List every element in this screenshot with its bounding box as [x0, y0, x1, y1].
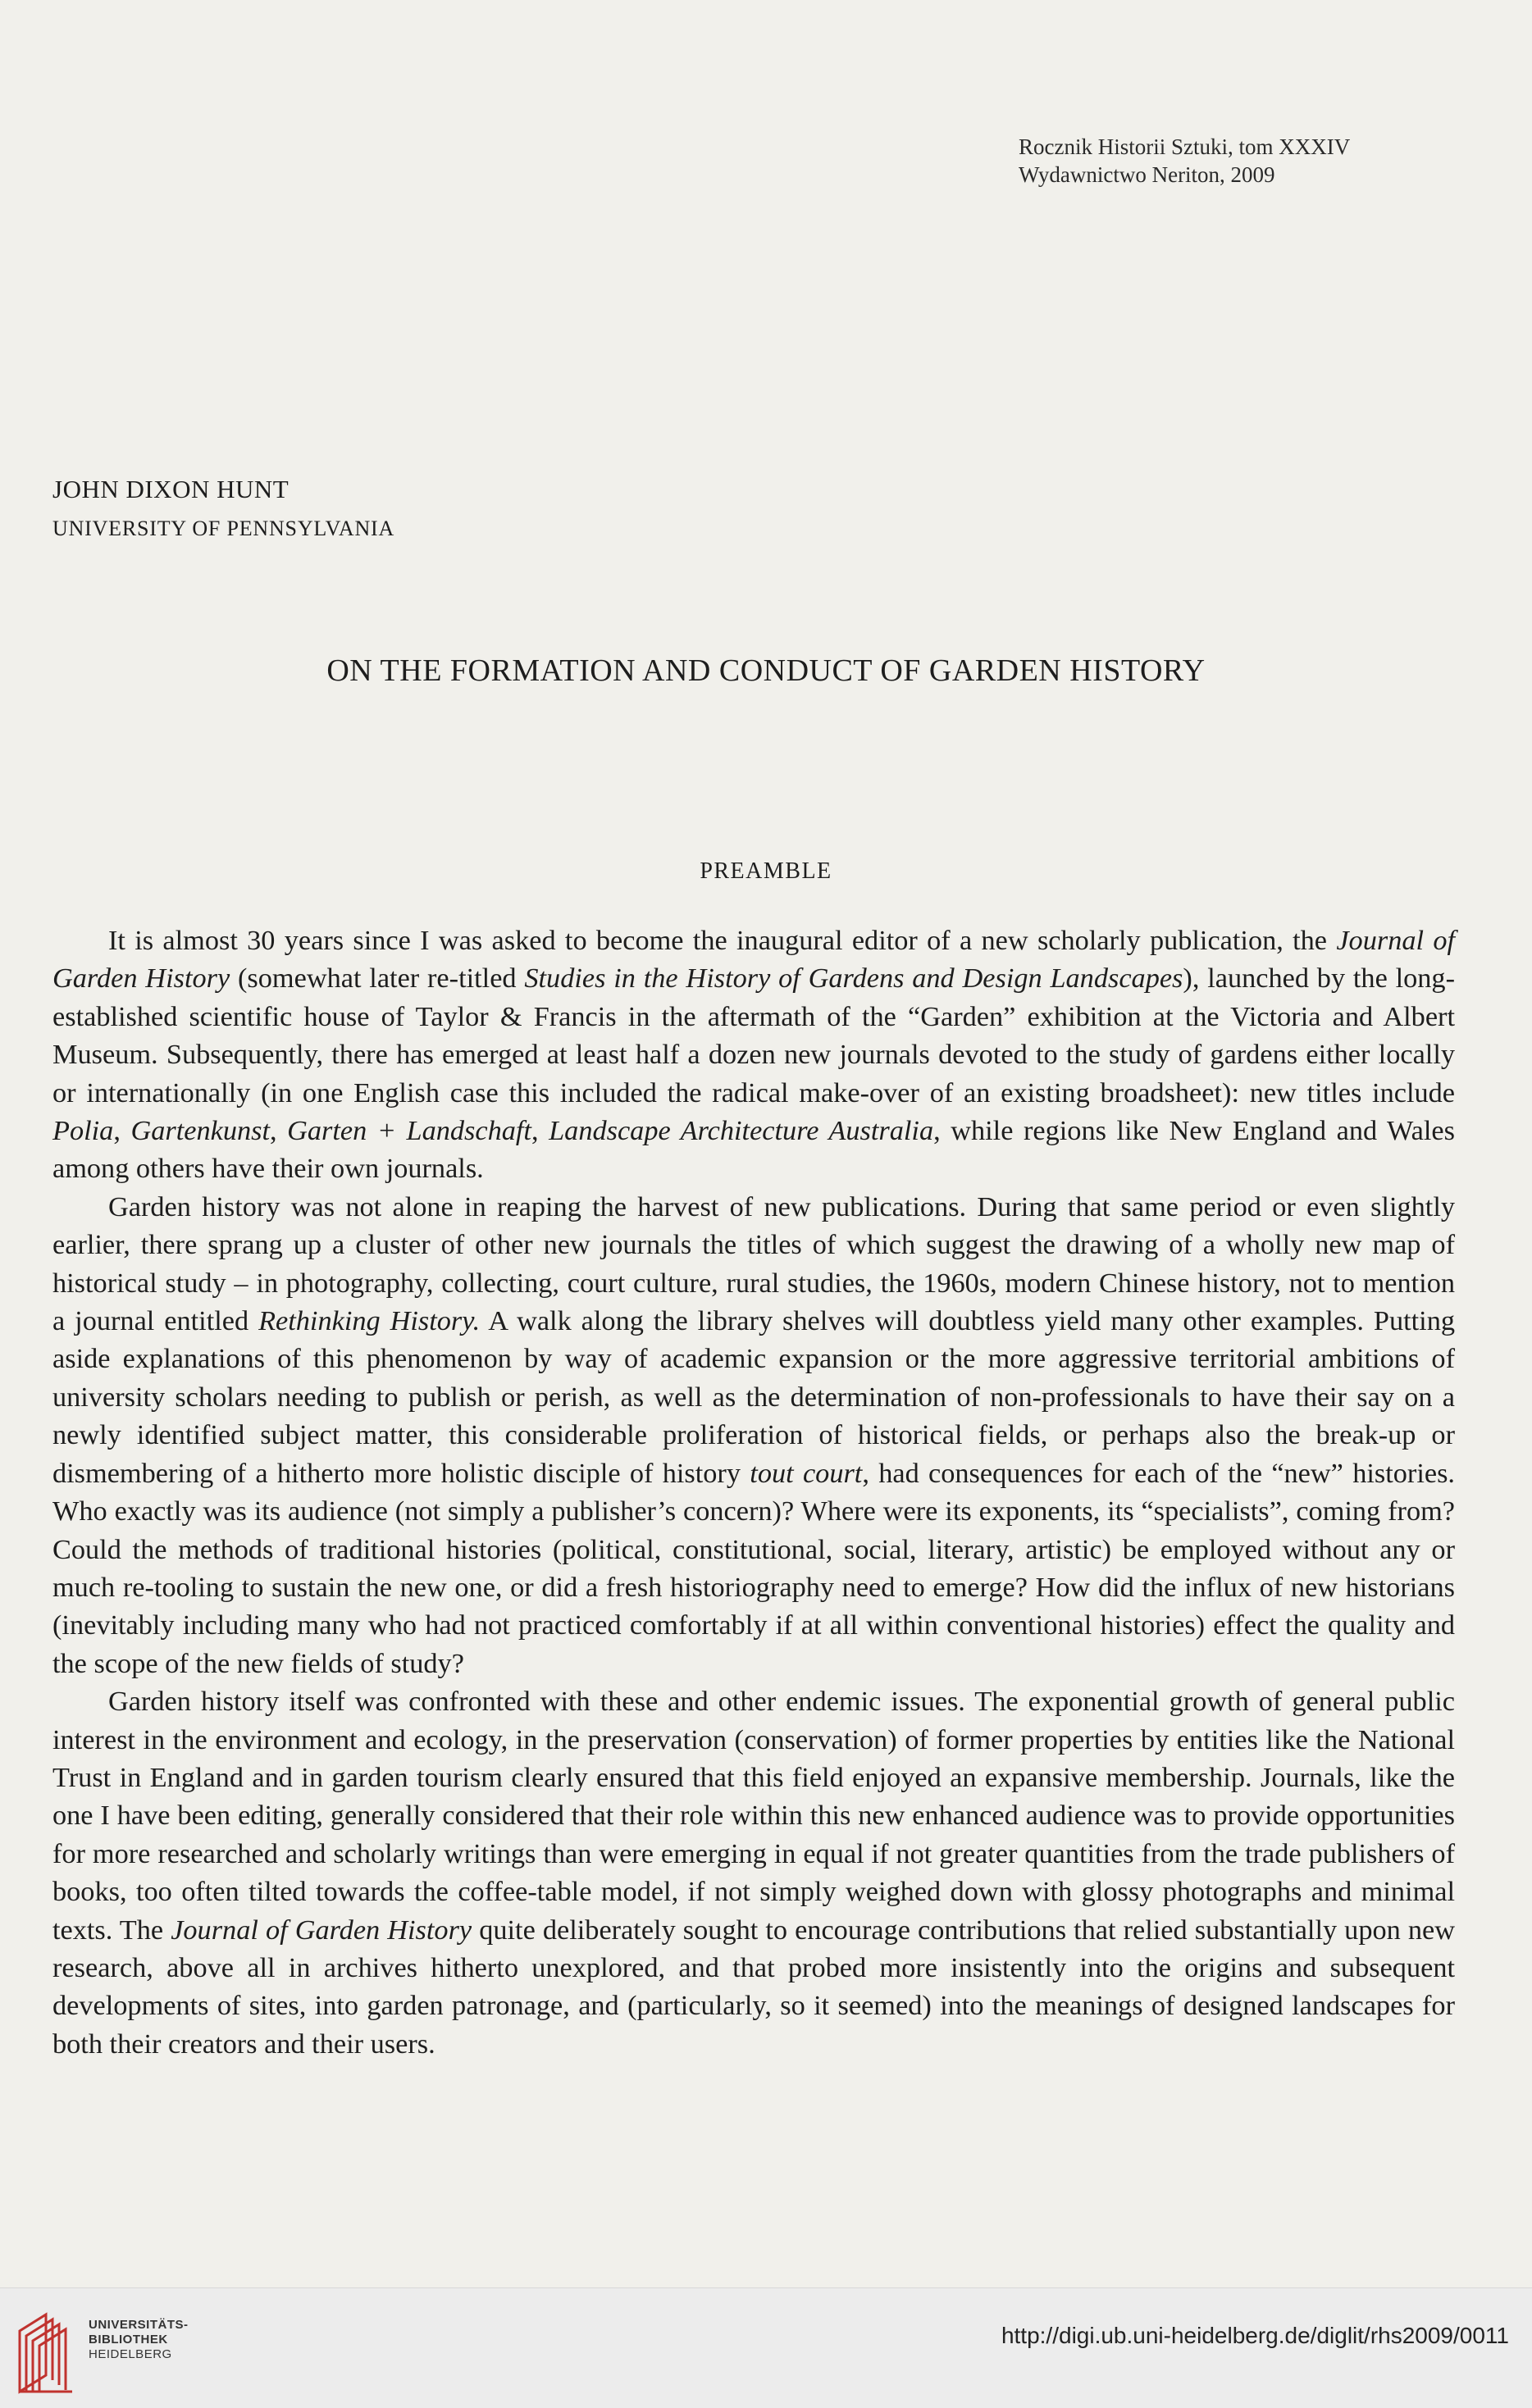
text-run: Garden history was not alone in reaping the harvest of new publications. During that same period or even slightly earlier, there sprang up a cluster of other new journals the titles of which suggest the drawing of a wholly new map of historical study – in photography, collecting, court culture, rural studies, the 1960s, modern Chinese history, not to mention a journal entitled	[52, 1190, 1455, 1337]
italic-title: Journal of Garden History	[52, 925, 1455, 995]
text-run: ,	[270, 1115, 288, 1147]
text-run: Garden history itself was confronted with these and other endemic issues. The exponential growth of general public interest in the environment and ecology, in the preservation (conservation) of former properties by entities like the National Trust in England and in garden tourism clearly ensured that this field enjoyed an expansive membership. Journals, like the one I have been editing, generally considered that their role within this new enhanced audience was to provide opportunities for more researched and scholarly writings than were emerging in equal if not greater quantities from the trade publishers of books, too often tilted towards the coffee-table model, if not simply weighed down with glossy photographs and minimal texts. The	[52, 1686, 1455, 1946]
library-name-line-1: UNIVERSITÄTS-	[89, 2318, 189, 2332]
source-url-link[interactable]: http://digi.ub.uni-heidelberg.de/diglit/rhs2009/0011	[1001, 2323, 1509, 2348]
article-body	[52, 922, 1455, 2063]
library-name	[89, 2318, 189, 2362]
italic-title: Gartenkunst	[130, 1115, 270, 1147]
text-run: ,	[113, 1115, 131, 1147]
footer-bar	[0, 2287, 1532, 2408]
italic-title: Garten + Landschaft	[287, 1115, 531, 1147]
italic-title: Landscape Architecture Australia	[549, 1115, 934, 1147]
paragraph-1	[52, 922, 1455, 1188]
paragraph-2	[52, 1188, 1455, 1682]
text-run: A walk along the library shelves will doubtless yield many other examples. Putting aside explanations of this phenomenon by way of academic expansion or the more aggressive territorial ambitions of university scholars needing to publish or perish, as well as the determination of non-professionals to have their say on a newly identified subject matter, this considerable proliferation of historical fields, or perhaps also the break-up or dismembering of a hitherto more holistic disciple of history	[52, 1305, 1455, 1489]
text-run: It is almost 30 years since I was asked to become the inaugural editor of a new scholarly publication, the	[108, 925, 1337, 956]
paragraph-3	[52, 1682, 1455, 2063]
journal-line-1: Rocznik Historii Sztuki, tom XXXIV	[1019, 134, 1351, 159]
italic-phrase: tout court	[750, 1457, 863, 1489]
text-run: ), launched by the long-established scientific house of Taylor & Francis in the aftermath of the “Garden” exhibition at the Victoria and Albert Museum. Subsequently, there has emerged at least half a dozen new journals devoted to the study of gardens either locally or internationally (in one English case this included the radical make-over of an existing broadsheet): new titles include	[52, 963, 1455, 1108]
author-name: JOHN DIXON HUNT	[52, 475, 290, 503]
article-title: ON THE FORMATION AND CONDUCT OF GARDEN HISTORY	[326, 653, 1206, 688]
text-run: ,	[531, 1115, 549, 1147]
italic-title: Polia	[52, 1115, 114, 1147]
library-name-line-3: HEIDELBERG	[89, 2347, 172, 2361]
italic-title: Rethinking History.	[258, 1305, 481, 1337]
section-heading: PREAMBLE	[700, 858, 832, 884]
library-name-line-2: BIBLIOTHEK	[89, 2333, 168, 2347]
text-run: (somewhat later re-titled	[230, 963, 525, 995]
text-run: , while regions like New England and Wales among others have their own journals.	[52, 1115, 1455, 1185]
text-run: quite deliberately sought to encourage contributions that relied substantially upon new research, above all in archives hitherto unexplored, and that probed more insistently into the origins and subsequent developments of sites, into garden patronage, and (particularly, so it seemed) into the meanings of designed landscapes for both their creators and their users.	[52, 1914, 1455, 2060]
journal-info	[1019, 133, 1350, 189]
italic-title: Studies in the History of Gardens and Design Landscapes	[524, 963, 1183, 995]
text-run: , had consequences for each of the “new” histories. Who exactly was its audience (not simply a publisher’s concern)? Where were its exponents, its “specialists”, coming from? Could the methods of traditional histories (political, constitutional, social, literary, artistic) be employed without any or much re-tooling to sustain the new one, or did a fresh historiography need to emerge? How did the influx of new historians (inevitably including many who had not practiced comfortably if at all within conventional histories) effect the quality and the scope of the new fields of study?	[52, 1457, 1455, 1679]
italic-title: Journal of Garden History	[171, 1914, 472, 1946]
journal-line-2: Wydawnictwo Neriton, 2009	[1019, 162, 1275, 187]
author-affiliation: UNIVERSITY OF PENNSYLVANIA	[52, 517, 395, 540]
library-logo-icon	[13, 2306, 79, 2398]
